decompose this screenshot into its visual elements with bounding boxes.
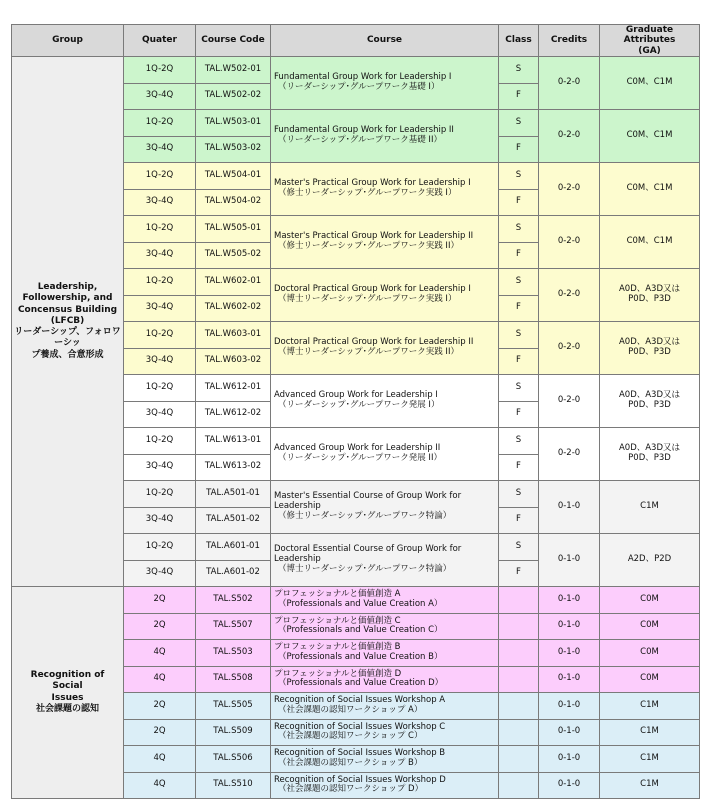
- header-graduate-attributes: [600, 25, 700, 57]
- course-cell: [271, 772, 499, 799]
- class-cell: [499, 693, 539, 720]
- course-cell: [271, 216, 499, 269]
- quarter-cell: 1Q-2Q: [124, 163, 196, 190]
- class-cell: F: [499, 348, 539, 375]
- course-title: Recognition of Social Issues Workshop A: [274, 695, 446, 706]
- course-code-cell: TAL.A501-02: [196, 507, 271, 534]
- class-cell: F: [499, 454, 539, 481]
- ga-cell: C0M: [600, 666, 700, 693]
- ga-line: P0D、P3D: [628, 347, 671, 358]
- class-cell: S: [499, 534, 539, 561]
- course-subtitle: （修士リーダーシップ･グループワーク実践 I）: [278, 188, 457, 199]
- header-group: Group: [12, 25, 124, 57]
- group-name-line: Concensus Building: [17, 304, 118, 315]
- credits-cell: 0-1-0: [539, 534, 600, 587]
- header-quarter: Quater: [124, 25, 196, 57]
- ga-cell: [600, 269, 700, 322]
- course-code-cell: TAL.A601-01: [196, 534, 271, 561]
- course-title: Advanced Group Work for Leadership II: [274, 443, 441, 454]
- quarter-cell: 3Q-4Q: [124, 348, 196, 375]
- credits-cell: 0-2-0: [539, 110, 600, 163]
- course-code-cell: TAL.W602-01: [196, 269, 271, 296]
- quarter-cell: 2Q: [124, 719, 196, 746]
- course-code-cell: TAL.S502: [196, 587, 271, 614]
- class-cell: S: [499, 110, 539, 137]
- credits-cell: 0-2-0: [539, 216, 600, 269]
- ga-line: C0M、C1M: [626, 183, 673, 194]
- header-class: Class: [499, 25, 539, 57]
- quarter-cell: 1Q-2Q: [124, 534, 196, 561]
- course-cell: [271, 534, 499, 587]
- course-title: Recognition of Social Issues Workshop D: [274, 774, 446, 785]
- course-cell: [271, 746, 499, 773]
- course-subtitle: （社会課題の認知ワークショップ A）: [278, 704, 423, 715]
- class-cell: F: [499, 507, 539, 534]
- ga-cell: [600, 428, 700, 481]
- quarter-cell: 3Q-4Q: [124, 242, 196, 269]
- group-cell: [12, 57, 124, 587]
- ga-cell: C0M: [600, 640, 700, 667]
- quarter-cell: 3Q-4Q: [124, 454, 196, 481]
- course-code-cell: TAL.W603-01: [196, 322, 271, 349]
- course-cell: [271, 322, 499, 375]
- header-course-code: Course Code: [196, 25, 271, 57]
- ga-line: A0D、A3D又は: [618, 284, 681, 295]
- course-code-cell: TAL.W612-02: [196, 401, 271, 428]
- course-code-cell: TAL.S506: [196, 746, 271, 773]
- quarter-cell: 3Q-4Q: [124, 136, 196, 163]
- ga-line: C1M: [640, 501, 659, 512]
- course-code-cell: TAL.W613-02: [196, 454, 271, 481]
- credits-cell: 0-1-0: [539, 746, 600, 773]
- group-name-line: (LFCB): [50, 315, 85, 326]
- quarter-cell: 1Q-2Q: [124, 57, 196, 84]
- quarter-cell: 2Q: [124, 693, 196, 720]
- class-cell: F: [499, 136, 539, 163]
- ga-line: A2D、P2D: [627, 554, 672, 565]
- class-cell: [499, 772, 539, 799]
- course-title: Doctoral Essential Course of Group Work for Leadership: [274, 544, 462, 565]
- course-code-cell: TAL.W603-02: [196, 348, 271, 375]
- class-cell: [499, 613, 539, 640]
- class-cell: [499, 719, 539, 746]
- course-table: [11, 24, 700, 799]
- course-cell: [271, 640, 499, 667]
- class-cell: [499, 666, 539, 693]
- course-cell: [271, 719, 499, 746]
- ga-cell: C1M: [600, 719, 700, 746]
- quarter-cell: 4Q: [124, 666, 196, 693]
- credits-cell: 0-2-0: [539, 57, 600, 110]
- header-ga-line1: Graduate Attributes: [623, 25, 676, 46]
- course-cell: [271, 269, 499, 322]
- course-title: Advanced Group Work for Leadership I: [274, 390, 438, 401]
- class-cell: [499, 640, 539, 667]
- quarter-cell: 4Q: [124, 746, 196, 773]
- class-cell: F: [499, 401, 539, 428]
- ga-cell: [600, 481, 700, 534]
- quarter-cell: 3Q-4Q: [124, 560, 196, 587]
- credits-cell: 0-1-0: [539, 640, 600, 667]
- quarter-cell: 4Q: [124, 640, 196, 667]
- course-cell: [271, 666, 499, 693]
- course-subtitle: （博士リーダーシップ･グループワーク特論）: [278, 563, 452, 574]
- quarter-cell: 3Q-4Q: [124, 295, 196, 322]
- course-title: Recognition of Social Issues Workshop B: [274, 748, 446, 759]
- course-cell: [271, 163, 499, 216]
- course-title: プロフェッショナルと価値創造 A: [274, 589, 401, 600]
- course-subtitle: （リーダーシップ･グループワーク基礎 II）: [278, 135, 442, 146]
- quarter-cell: 1Q-2Q: [124, 322, 196, 349]
- group-name-line: Followership, and: [22, 293, 113, 304]
- class-cell: S: [499, 481, 539, 508]
- quarter-cell: 1Q-2Q: [124, 375, 196, 402]
- credits-cell: 0-2-0: [539, 428, 600, 481]
- class-cell: [499, 746, 539, 773]
- class-cell: S: [499, 428, 539, 455]
- course-code-cell: TAL.W502-01: [196, 57, 271, 84]
- course-title: プロフェッショナルと価値創造 D: [274, 668, 402, 679]
- course-code-cell: TAL.W503-01: [196, 110, 271, 137]
- header-row: [12, 25, 700, 57]
- ga-line: P0D、P3D: [628, 453, 671, 464]
- header-ga-line2: (GA): [638, 45, 661, 56]
- credits-cell: 0-2-0: [539, 163, 600, 216]
- quarter-cell: 3Q-4Q: [124, 401, 196, 428]
- class-cell: S: [499, 375, 539, 402]
- course-title: Doctoral Practical Group Work for Leadership I: [274, 284, 471, 295]
- course-code-cell: TAL.W505-01: [196, 216, 271, 243]
- course-code-cell: TAL.W502-02: [196, 83, 271, 110]
- ga-cell: [600, 216, 700, 269]
- class-cell: F: [499, 189, 539, 216]
- group-name-line: Leadership,: [37, 282, 98, 293]
- course-code-cell: TAL.W505-02: [196, 242, 271, 269]
- credits-cell: 0-1-0: [539, 666, 600, 693]
- course-title: Fundamental Group Work for Leadership I: [274, 72, 452, 83]
- course-subtitle: （社会課題の認知ワークショップ C）: [278, 731, 423, 742]
- ga-line: C0M、C1M: [626, 77, 673, 88]
- table-row: [12, 57, 700, 84]
- course-cell: [271, 481, 499, 534]
- course-title: プロフェッショナルと価値創造 C: [274, 615, 401, 626]
- ga-cell: [600, 375, 700, 428]
- ga-line: A0D、A3D又は: [618, 390, 681, 401]
- course-cell: [271, 110, 499, 163]
- class-cell: F: [499, 295, 539, 322]
- class-cell: S: [499, 322, 539, 349]
- ga-line: C0M、C1M: [626, 130, 673, 141]
- course-subtitle: （リーダーシップ･グループワーク基礎 I）: [278, 82, 440, 93]
- course-title: Fundamental Group Work for Leadership II: [274, 125, 454, 136]
- class-cell: S: [499, 269, 539, 296]
- class-cell: [499, 587, 539, 614]
- course-subtitle: （博士リーダーシップ･グループワーク実践 II）: [278, 347, 459, 358]
- ga-cell: C1M: [600, 746, 700, 773]
- course-code-cell: TAL.S503: [196, 640, 271, 667]
- ga-cell: C0M: [600, 613, 700, 640]
- course-cell: [271, 375, 499, 428]
- course-title: Master's Practical Group Work for Leadership I: [274, 178, 471, 189]
- course-subtitle: （Professionals and Value Creation C）: [278, 625, 443, 636]
- credits-cell: 0-2-0: [539, 375, 600, 428]
- course-title: Master's Practical Group Work for Leadership II: [274, 231, 474, 242]
- class-cell: S: [499, 163, 539, 190]
- quarter-cell: 1Q-2Q: [124, 481, 196, 508]
- ga-line: P0D、P3D: [628, 294, 671, 305]
- course-title: Recognition of Social Issues Workshop C: [274, 721, 446, 732]
- table-row: [12, 587, 700, 614]
- header-credits: Credits: [539, 25, 600, 57]
- course-title: プロフェッショナルと価値創造 B: [274, 642, 401, 653]
- class-cell: F: [499, 83, 539, 110]
- course-subtitle: （Professionals and Value Creation D）: [278, 678, 444, 689]
- credits-cell: 0-1-0: [539, 772, 600, 799]
- credits-cell: 0-1-0: [539, 481, 600, 534]
- course-subtitle: （社会課題の認知ワークショップ D）: [278, 784, 424, 795]
- course-code-cell: TAL.S507: [196, 613, 271, 640]
- course-subtitle: （リーダーシップ･グループワーク発展 II）: [278, 453, 442, 464]
- quarter-cell: 3Q-4Q: [124, 83, 196, 110]
- group-name-line: 社会課題の認知: [35, 703, 99, 714]
- course-title: Master's Essential Course of Group Work for Leadership: [274, 491, 462, 512]
- group-name-line: リーダーシップ、フォロワーシッ: [14, 327, 121, 349]
- course-cell: [271, 587, 499, 614]
- course-code-cell: TAL.W503-02: [196, 136, 271, 163]
- ga-line: C0M、C1M: [626, 236, 673, 247]
- course-cell: [271, 693, 499, 720]
- course-code-cell: TAL.W504-01: [196, 163, 271, 190]
- ga-cell: C1M: [600, 693, 700, 720]
- quarter-cell: 3Q-4Q: [124, 507, 196, 534]
- group-name-line: Recognition of Social: [30, 670, 105, 692]
- course-code-cell: TAL.W613-01: [196, 428, 271, 455]
- credits-cell: 0-1-0: [539, 613, 600, 640]
- class-cell: S: [499, 57, 539, 84]
- quarter-cell: 1Q-2Q: [124, 110, 196, 137]
- course-code-cell: TAL.S509: [196, 719, 271, 746]
- course-subtitle: （社会課題の認知ワークショップ B）: [278, 757, 423, 768]
- quarter-cell: 3Q-4Q: [124, 189, 196, 216]
- ga-line: A0D、A3D又は: [618, 337, 681, 348]
- course-code-cell: TAL.W612-01: [196, 375, 271, 402]
- group-name-line: Issues: [51, 692, 84, 703]
- credits-cell: 0-1-0: [539, 719, 600, 746]
- ga-line: P0D、P3D: [628, 400, 671, 411]
- course-cell: [271, 57, 499, 110]
- quarter-cell: 1Q-2Q: [124, 428, 196, 455]
- ga-cell: [600, 322, 700, 375]
- quarter-cell: 1Q-2Q: [124, 269, 196, 296]
- credits-cell: 0-2-0: [539, 269, 600, 322]
- course-code-cell: TAL.A601-02: [196, 560, 271, 587]
- class-cell: S: [499, 216, 539, 243]
- course-code-cell: TAL.S505: [196, 693, 271, 720]
- course-code-cell: TAL.W504-02: [196, 189, 271, 216]
- course-code-cell: TAL.S508: [196, 666, 271, 693]
- header-course: Course: [271, 25, 499, 57]
- group-name-line: プ養成、合意形成: [31, 349, 104, 360]
- credits-cell: 0-1-0: [539, 693, 600, 720]
- course-subtitle: （修士リーダーシップ･グループワーク特論）: [278, 510, 452, 521]
- course-code-cell: TAL.W602-02: [196, 295, 271, 322]
- course-cell: [271, 428, 499, 481]
- ga-cell: [600, 57, 700, 110]
- ga-cell: [600, 163, 700, 216]
- course-subtitle: （リーダーシップ･グループワーク発展 I）: [278, 400, 440, 411]
- ga-line: A0D、A3D又は: [618, 443, 681, 454]
- course-code-cell: TAL.S510: [196, 772, 271, 799]
- course-subtitle: （博士リーダーシップ･グループワーク実践 I）: [278, 294, 457, 305]
- credits-cell: 0-2-0: [539, 322, 600, 375]
- quarter-cell: 1Q-2Q: [124, 216, 196, 243]
- course-subtitle: （Professionals and Value Creation A）: [278, 598, 443, 609]
- class-cell: F: [499, 242, 539, 269]
- group-cell: [12, 587, 124, 799]
- ga-cell: C0M: [600, 587, 700, 614]
- credits-cell: 0-1-0: [539, 587, 600, 614]
- course-subtitle: （修士リーダーシップ･グループワーク実践 II）: [278, 241, 459, 252]
- ga-cell: [600, 110, 700, 163]
- table-body: [12, 57, 700, 799]
- quarter-cell: 4Q: [124, 772, 196, 799]
- quarter-cell: 2Q: [124, 613, 196, 640]
- course-cell: [271, 613, 499, 640]
- course-code-cell: TAL.A501-01: [196, 481, 271, 508]
- class-cell: F: [499, 560, 539, 587]
- course-subtitle: （Professionals and Value Creation B）: [278, 651, 443, 662]
- quarter-cell: 2Q: [124, 587, 196, 614]
- ga-cell: C1M: [600, 772, 700, 799]
- course-title: Doctoral Practical Group Work for Leadership II: [274, 337, 474, 348]
- ga-cell: [600, 534, 700, 587]
